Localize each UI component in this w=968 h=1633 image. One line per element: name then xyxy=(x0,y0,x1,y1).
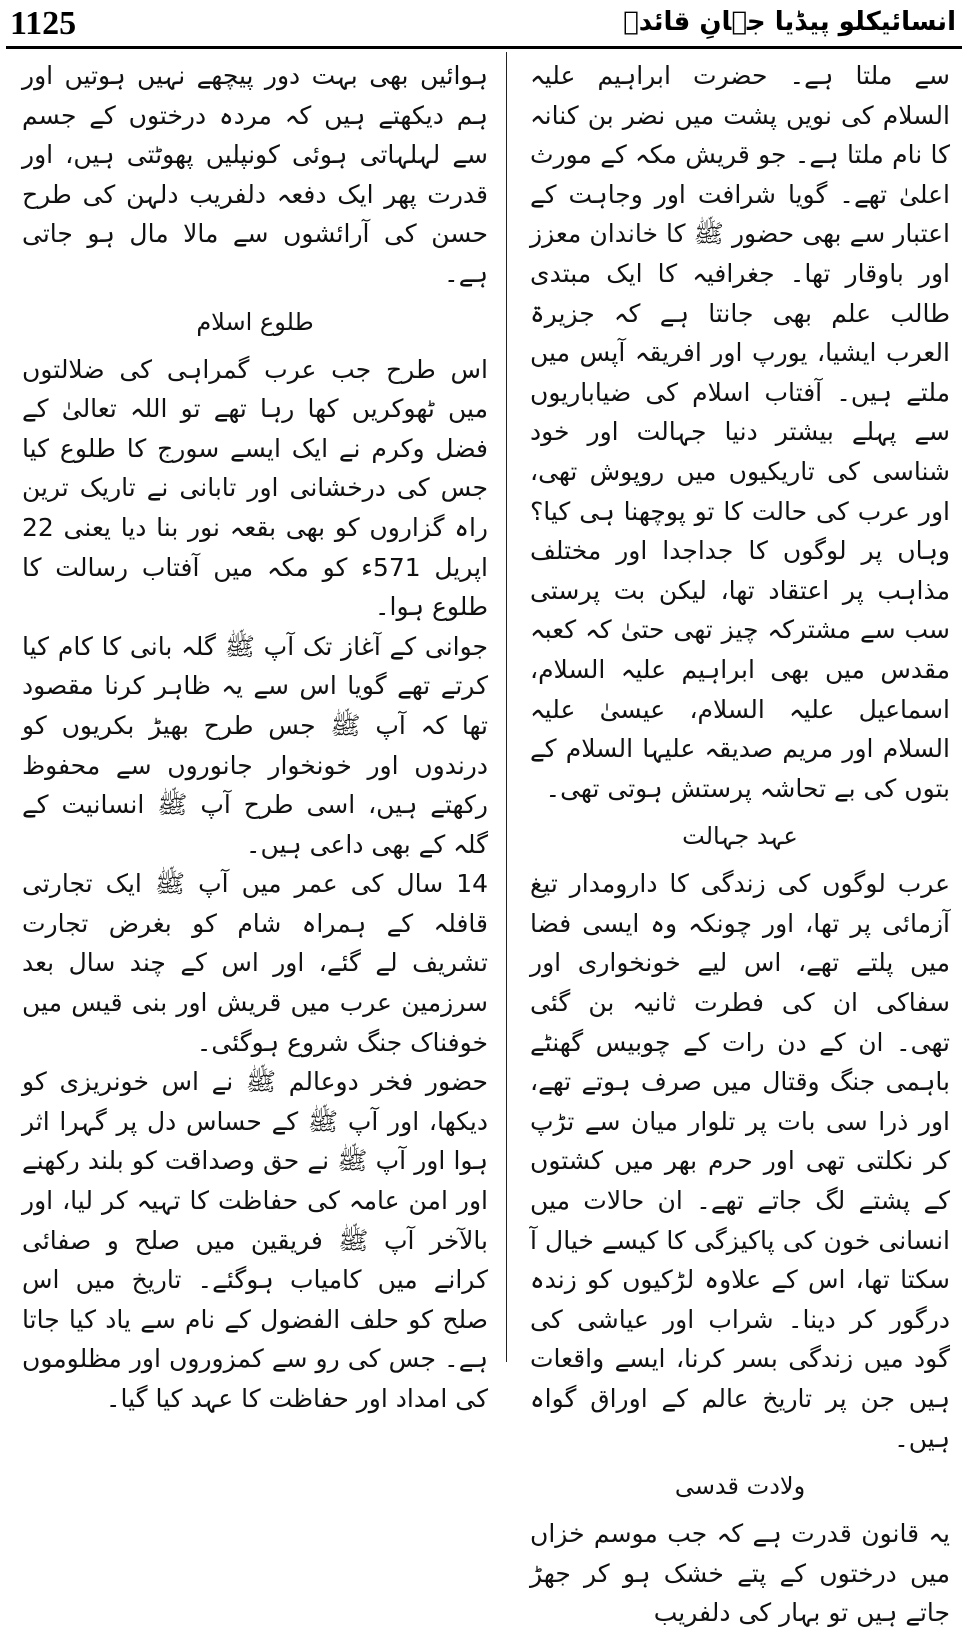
paragraph: سے ملتا ہے۔ حضرت ابراہیم علیہ السلام کی نویں پشت میں نضر بن کنانہ کا نام ملتا ہے۔ جو قریش مکہ کے مورث اعلیٰ تھے۔ گویا شرافت اور وجاہت کے اعتبار سے بھی حضور ﷺ کا خاندان معزز اور باوقار تھا۔ جغرافیہ کا ایک مبتدی طالب علم بھی جانتا ہے کہ جزیرۃ العرب ایشیا، یورپ اور افریقہ آپس میں ملتے ہیں۔ آفتاب اسلام کی ضیاباریوں سے پہلے بیشتر دنیا جہالت اور خود شناسی کی تاریکیوں میں روپوش تھی، اور عرب کی حالت کا تو پوچھنا ہی کیا؟ وہاں پر لوگوں کا جداجدا اور مختلف مذاہب پر اعتقاد تھا، لیکن بت پرستی سب سے مشترکہ چیز تھی حتیٰ کہ کعبہ مقدس میں بھی ابراہیم علیہ السلام، اسماعیل علیہ السلام، عیسیٰ علیہ السلام اور مریم صدیقہ علیہا السلام کے بتوں کی بے تحاشہ پرستش ہوتی تھی۔ xyxy=(530,61,950,803)
header-rule xyxy=(6,46,962,49)
paragraph: یہ قانون قدرت ہے کہ جب موسم خزاں میں درختوں کے پتے خشک ہو کر جھڑ جاتے ہیں تو بہار کی دلفریب xyxy=(530,1519,950,1628)
paragraph: عرب لوگوں کی زندگی کا دارومدار تیغ آزمائی پر تھا، اور چونکہ وہ ایسی فضا میں پلتے تھے، اس لیے خونخواری اور سفاکی ان کی فطرت ثانیہ بن گئی تھی۔ ان کے دن رات کے چوبیس گھنٹے باہمی جنگ وقتال میں صرف ہوتے تھے، اور ذرا سی بات پر تلوار میان سے تڑپ کر نکلتی تھی اور حرم بھر میں کشتوں کے پشتے لگ جاتے تھے۔ ان حالات میں انسانی خون کی پاکیزگی کا کیسے خیال آ سکتا تھا، اس کے علاوہ لڑکیوں کو زندہ درگور کر دینا۔ شراب اور عیاشی کی گود میں زندگی بسر کرنا، ایسے واقعات ہیں جن پر تاریخ عالم کے اوراق گواہ ہیں۔ xyxy=(530,869,950,1453)
section-heading: ولادت قدسی xyxy=(674,1472,806,1501)
paragraph: جوانی کے آغاز تک آپ ﷺ گلہ بانی کا کام کیا کرتے تھے گویا اس سے یہ ظاہر کرنا مقصود تھا کہ آپ ﷺ جس طرح بھیڑ بکریوں کو درندوں اور خونخوار جانوروں سے محفوظ رکھتے ہیں، اسی طرح آپ ﷺ انسانیت کے گلہ کے بھی داعی ہیں۔ xyxy=(22,631,488,859)
paragraph: حضور فخر دوعالم ﷺ نے اس خونریزی کو دیکھا، اور آپ ﷺ کے حساس دل پر گہرا اثر ہوا اور آپ ﷺ نے حق وصداقت کو بلند رکھنے اور امن عامہ کی حفاظت کا تہیہ کر لیا، اور بالآخر آپ ﷺ فریقین میں صلح و صفائی کرانے میں کامیاب ہوگئے۔ تاریخ میں اس صلح کو حلف الفضول کے نام سے یاد کیا جاتا ہے۔ جس کی رو سے کمزوروں اور مظلوموں کی امداد اور حفاظت کا عہد کیا گیا۔ xyxy=(22,1067,488,1413)
column-divider xyxy=(506,52,507,1362)
section-heading: عہد جہالت xyxy=(682,822,798,851)
paragraph: ہوائیں بھی بہت دور پیچھے نہیں ہوتیں اور ہم دیکھتے ہیں کہ مردہ درختوں کے جسم سے لہلہاتی ہوئی کونپلیں پھوٹتی ہیں، اور قدرت پھر ایک دفعہ دلفریب دلہن کی طرح حسن کی آرائشوں سے مالا مال ہو جاتی ہے۔ xyxy=(22,61,488,288)
running-title: انسائیکلو پیڈیا جہانِ قائدؒ xyxy=(623,7,956,37)
section-heading: طلوع اسلام xyxy=(196,307,314,336)
page-number: 1125 xyxy=(10,5,77,42)
paragraph: اس طرح جب عرب گمراہی کی ضلالتوں میں ٹھوکریں کھا رہا تھے تو اللہ تعالیٰ کے فضل وکرم نے ایک ایسے سورج کا طلوع کیا جس کی درخشانی اور تابانی نے تاریک ترین راہ گزاروں کو بھی بقعہ نور بنا دیا یعنی 22 اپریل 571ء کو مکہ میں آفتاب رسالت کا طلوع ہوا۔ xyxy=(22,354,488,622)
page-header xyxy=(0,0,968,48)
left-column xyxy=(22,56,488,1419)
paragraph: 14 سال کی عمر میں آپ ﷺ ایک تجارتی قافلہ کے ہمراہ شام کو بغرض تجارت تشریف لے گئے، اور اس کے چند سال بعد سرزمین عرب میں قریش اور بنی قیس میں خوفناک جنگ شروع ہوگئی۔ xyxy=(22,869,488,1057)
right-column xyxy=(530,56,950,1633)
